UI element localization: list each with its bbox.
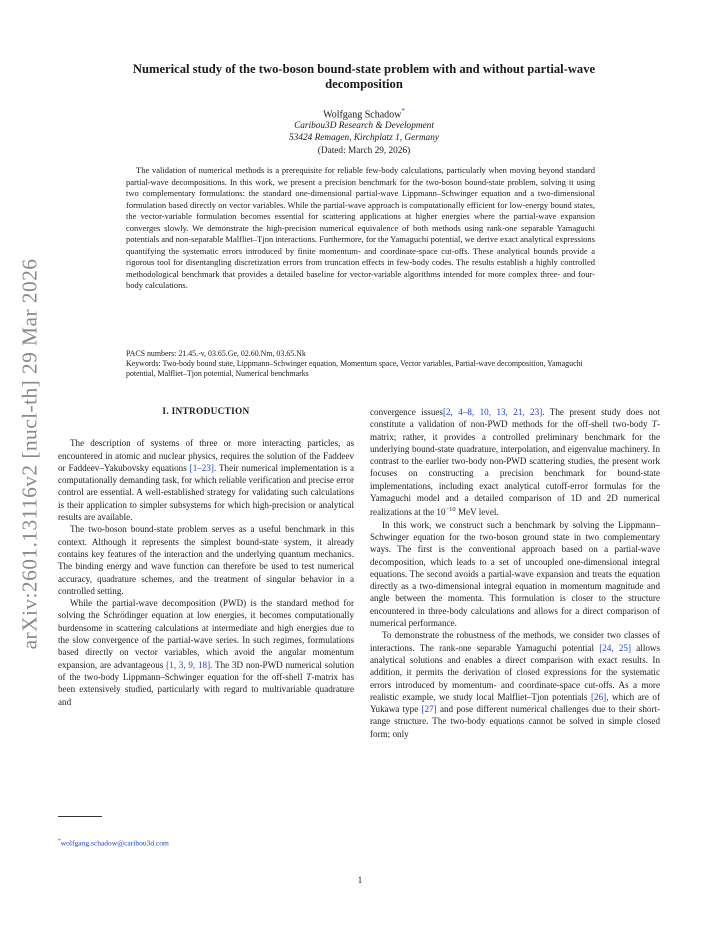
right-paragraph-1: convergence issues[2, 4–8, 10, 13, 21, 23]. The present study does not constitute a validation of non-PWD methods for the off-shell two-body T-matrix; rather, it provides a controlled preliminary benchmark for the underlying bound-state quadrature, interpolation, and eigenvalue machinery. In contrast to the earlier two-body non-PWD scattering studies, the present work focuses on constructing a precision benchmark for bound-state implementations, including exact analytical cutoff-error formulas for the Yamaguchi model and a detailed comparison of 1D and 2D numerical realizations at the $10^{-10}$ MeV level. bbox=[370, 407, 661, 518]
citation-link[interactable]: [26] bbox=[591, 691, 607, 702]
right-column bbox=[370, 406, 660, 740]
left-paragraph-1: The description of systems of three or more interacting particles, as encountered in atomic and nuclear physics, requires the solution of the Faddeev or Faddeev–Yakubovsky equations [1–23]. Their numerical implementation is a computationally demanding task, for which reliable verification and precise error control are essential. A well-established strategy for validating such calculations is their application to simpler subsystems for which high-precision or analytical results are available. bbox=[58, 438, 354, 523]
title-line-1: Numerical study of the two-boson bound-state problem with and without partial-wave bbox=[132, 62, 596, 76]
footnote-rule bbox=[58, 816, 102, 817]
arxiv-stamp bbox=[18, 252, 42, 656]
pacs-numbers: PACS numbers: 21.45.-v, 03.65.Ge, 02.60.Nm, 03.65.Nk bbox=[126, 349, 306, 358]
author-name: Wolfgang Schadow bbox=[323, 109, 402, 121]
paper-title bbox=[58, 62, 670, 92]
pacs-keywords bbox=[126, 349, 595, 379]
right-paragraph-3: To demonstrate the robustness of the methods, we consider two classes of interactions. The rank-one separable Yamaguchi potential [24, 25] allows analytical solutions and enables a direct comparison with exact results. In addition, it permits the derivation of closed expressions for the systematic errors introduced by momentum- and coordinate-space cut-offs. As a more realistic example, we study local Malfliet–Tjon potentials [26], which are of Yukawa type [27] and pose different numerical challenges due to their short-range structure. The two-body equations cannot be solved in simple closed form; only bbox=[370, 630, 661, 739]
citation-link[interactable]: [2, 4–8, 10, 13, 21, 23] bbox=[442, 407, 543, 417]
title-line-2: decomposition bbox=[325, 77, 403, 91]
left-paragraph-3: While the partial-wave decomposition (PWD) is the standard method for solving the Schrödinger equation at low energies, it becomes computationally burdensome in scattering calculations at intermediate and high energies due to the slow convergence of the partial-wave series. In such regimes, formulations based directly on vector variables, which avoid the angular momentum expansion, are advantageous [1, 3, 9, 18]. The 3D non-PWD numerical solution of the two-body Lippmann–Schwinger equation for the off-shell T-matrix has been extensively studied, particularly with regard to multivariable quadrature and bbox=[58, 598, 354, 707]
abstract: The validation of numerical methods is a prerequisite for reliable few-body calculations, particularly when moving beyond standard partial-wave decompositions. In this work, we present a precision benchmark for the two-boson bound-state problem, solving it using two complementary formulations: the standard one-dimensional partial-wave Lippmann–Schwinger equation and a two-dimensional formulation based directly on vector variables. While the partial-wave approach is computationally efficient for low-energy bound states, the vector-variable formulation becomes essential for scattering applications at higher energies where the partial-wave expansion converges slowly. We demonstrate the high-precision numerical equivalence of both methods using rank-one separable Yamaguchi potentials and non-separable Malfliet–Tjon interactions. Furthermore, for the Yamaguchi potential, we derive exact analytical expressions quantifying the systematic errors introduced by finite momentum- and coordinate-space cut-offs. These analytical bounds provide a rigorous tool for disentangling discretization errors from truncation effects in few-body codes. The results establish a highly controlled methodological benchmark that provides a detailed baseline for vector-variable algorithms intended for more complex three- and four-body calculations. bbox=[126, 165, 595, 290]
page-number: 1 bbox=[357, 876, 363, 886]
left-paragraph-2: The two-boson bound-state problem serves as a useful benchmark in this context. Although it represents the simplest bound-state system, it already contains key features of the interaction and the underlying quantum mechanics. The binding energy and wave function can therefore be used to test numerical accuracy, quadrature schemes, and the treatment of singular behavior in a controlled setting. bbox=[58, 524, 354, 596]
left-column bbox=[58, 406, 354, 708]
citation-link[interactable]: [27] bbox=[421, 704, 437, 715]
affiliation-line-2: 53424 Remagen, Kirchplatz 1, Germany bbox=[289, 133, 439, 143]
date-line: (Dated: March 29, 2026) bbox=[317, 146, 411, 156]
author-footnote-link[interactable]: * bbox=[401, 107, 405, 115]
author-line bbox=[58, 107, 670, 120]
section-heading: I. INTRODUCTION bbox=[162, 407, 250, 417]
keywords: Keywords: Two-body bound state, Lippmann–Schwinger equation, Momentum space, Vector variables, Partial-wave decomposition, Yamaguchi potential, Malfliet–Tjon potential, Numerical benchmarks bbox=[126, 359, 583, 378]
arxiv-stamp-text: arXiv:2601.13116v2 [nucl-th] 29 Mar 2026 bbox=[17, 258, 42, 650]
affiliation-line-1: Caribou3D Research & Development bbox=[294, 121, 434, 131]
citation-link[interactable]: [1, 3, 9, 18] bbox=[166, 659, 211, 670]
citation-link[interactable]: [24, 25] bbox=[599, 642, 632, 653]
right-paragraph-2: In this work, we construct such a benchmark by solving the Lippmann–Schwinger equation for the two-boson ground state in two complementary ways. The first is the conventional approach based on a partial-wave decomposition, which leads to a set of uncoupled one-dimensional integral equations. The second avoids a partial-wave expansion and treats the equation directly as a two-dimensional integral equation in momentum magnitude and angle between the momenta. This formulation is closer to the structure encountered in three-body calculations and allows for a direct comparison of numerical performance. bbox=[370, 519, 660, 629]
footnote-email-link[interactable]: *wolfgang.schadow@caribou3d.com bbox=[58, 838, 169, 848]
citation-link[interactable]: [1–23] bbox=[189, 462, 214, 473]
